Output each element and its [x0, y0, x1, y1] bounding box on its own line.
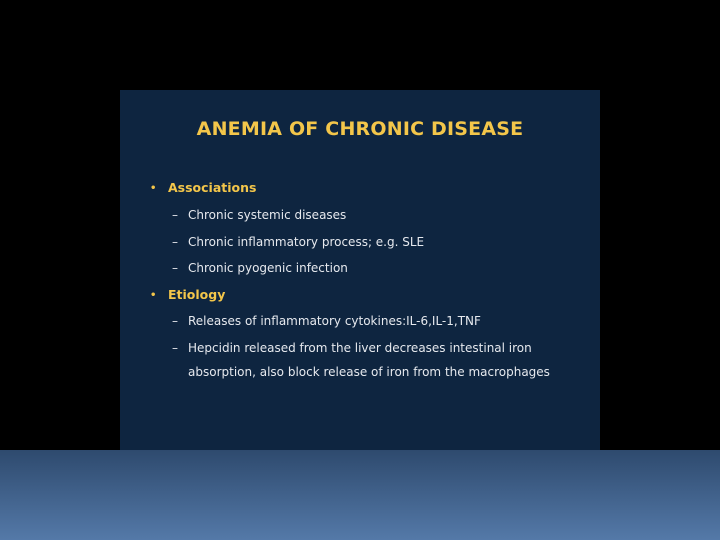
slide — [120, 90, 600, 450]
sub-item-text: Chronic systemic diseases — [188, 208, 347, 222]
sub-item — [172, 341, 532, 355]
sub-item — [172, 235, 424, 249]
bullet-heading: Associations — [168, 180, 257, 195]
bullet-dot: • — [150, 183, 157, 194]
sub-item-text: Hepcidin released from the liver decreases intestinal iron — [188, 341, 532, 355]
dash: – — [172, 208, 178, 222]
dash: – — [172, 314, 178, 328]
bullet-associations — [150, 180, 256, 195]
sub-item-continuation: absorption, also block release of iron from the macrophages — [188, 365, 550, 379]
dash: – — [172, 341, 178, 355]
slide-title: ANEMIA OF CHRONIC DISEASE — [196, 118, 524, 140]
bullet-etiology — [150, 287, 225, 302]
bullet-heading: Etiology — [168, 287, 226, 302]
footer-gradient-bar — [0, 450, 720, 540]
sub-item — [172, 208, 346, 222]
sub-item — [172, 314, 481, 328]
sub-item-text: Chronic pyogenic infection — [188, 261, 348, 275]
bullet-dot: • — [150, 290, 157, 301]
sub-item-text: Releases of inflammatory cytokines:IL-6,IL-1,TNF — [188, 314, 481, 328]
dash: – — [172, 261, 178, 275]
sub-item — [172, 261, 348, 275]
dash: – — [172, 235, 178, 249]
sub-item-text: Chronic inflammatory process; e.g. SLE — [188, 235, 425, 249]
